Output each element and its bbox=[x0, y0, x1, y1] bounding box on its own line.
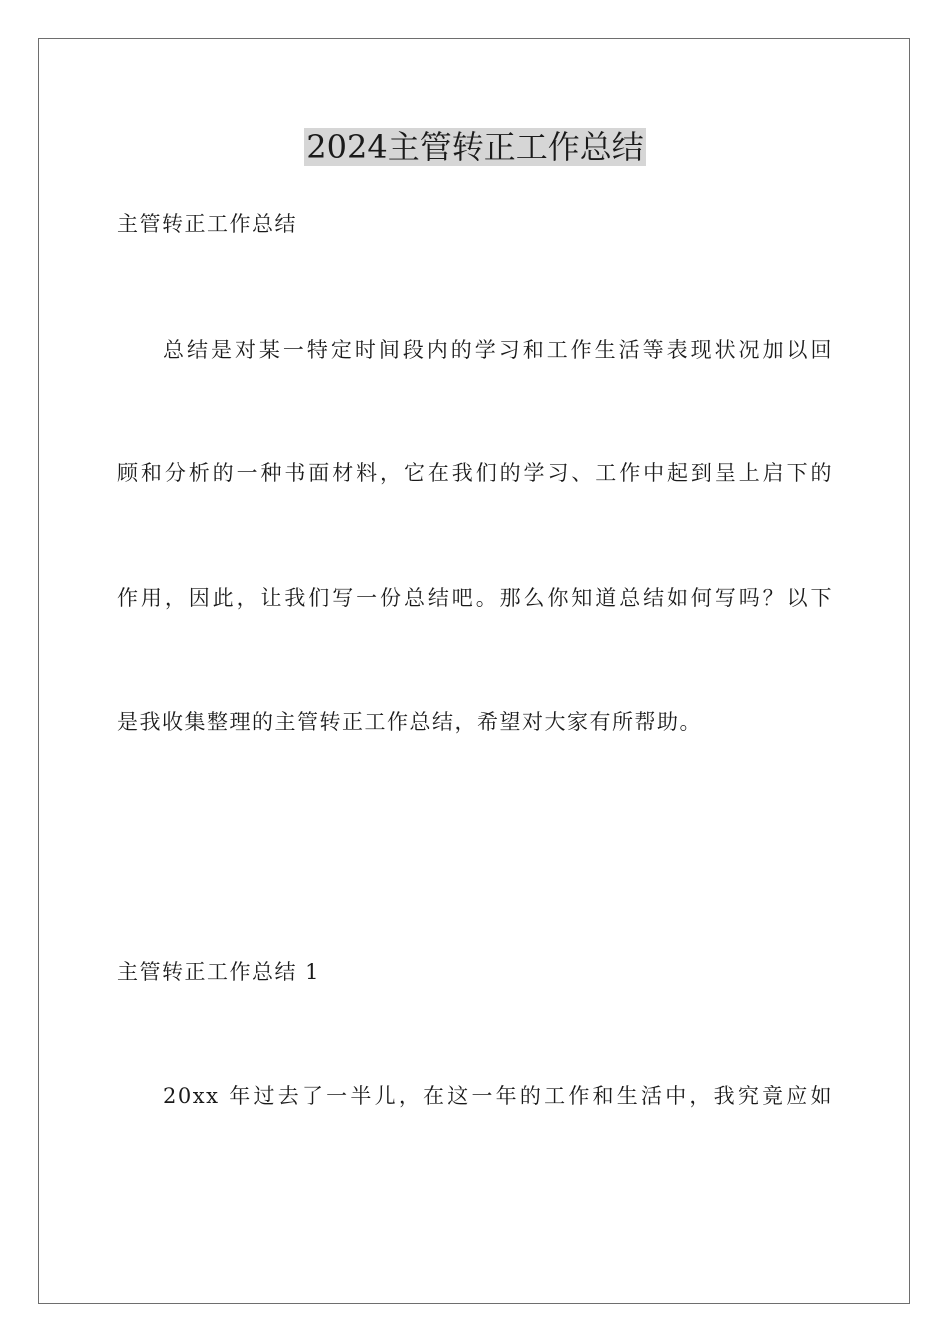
intro-paragraph-line-2: 顾和分析的一种书面材料，它在我们的学习、工作中起到呈上启下的 bbox=[117, 461, 833, 485]
section-paragraph-line-1: 20xx 年过去了一半儿，在这一年的工作和生活中，我究竟应如 bbox=[163, 1084, 833, 1108]
intro-paragraph-line-4: 是我收集整理的主管转正工作总结，希望对大家有所帮助。 bbox=[117, 710, 702, 734]
document-title bbox=[0, 127, 950, 167]
intro-paragraph-line-1: 总结是对某一特定时间段内的学习和工作生活等表现状况加以回 bbox=[163, 338, 833, 362]
intro-paragraph-line-3: 作用，因此，让我们写一份总结吧。那么你知道总结如何写吗？以下 bbox=[117, 586, 833, 610]
document-subtitle: 主管转正工作总结 bbox=[117, 212, 297, 236]
section-heading: 主管转正工作总结 1 bbox=[117, 960, 321, 984]
document-title-text: 2024主管转正工作总结 bbox=[306, 128, 644, 166]
